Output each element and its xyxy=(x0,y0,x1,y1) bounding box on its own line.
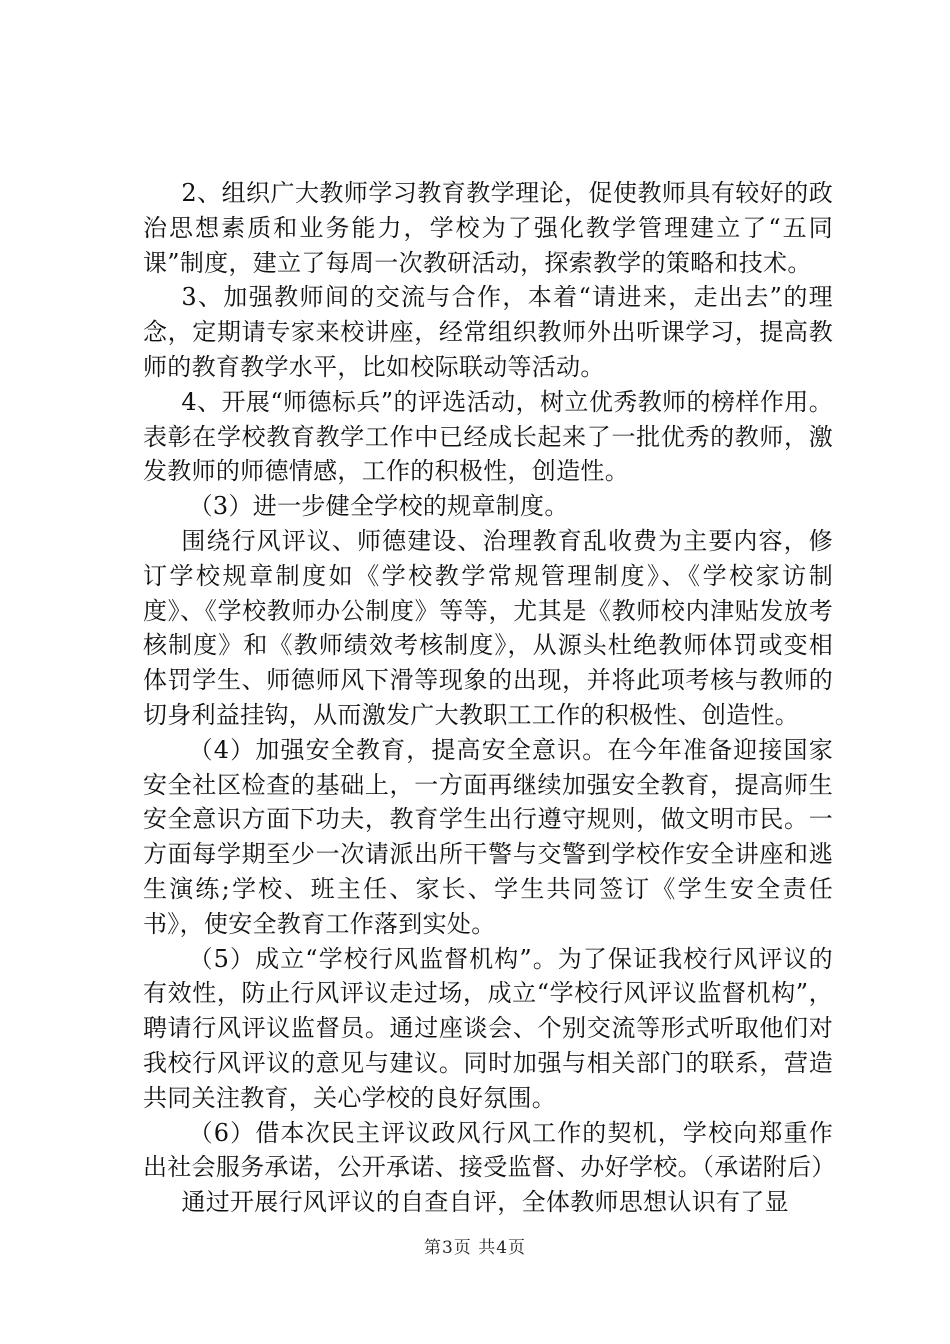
page-number-footer: 第3页 共4页 xyxy=(423,1238,527,1258)
paragraph-conclusion: 通过开展行风评议的自查自评，全体教师思想认识有了显 xyxy=(181,1188,789,1217)
paragraph-item-4: 4、开展“师德标兵”的评选活动，树立优秀教师的榜样作用。表彰在学校教育教学工作中已经成长起来了一批优秀的教师，激发教师的师德情感，工作的积极性，创造性。 xyxy=(143,387,833,486)
paragraph-item-2: 2、组织广大教师学习教育教学理论，促使教师具有较好的政治思想素质和业务能力，学校为了强化教学管理建立了“五同课”制度，建立了每周一次教研活动，探索教学的策略和技术。 xyxy=(143,179,833,277)
section-heading-3: （3）进一步健全学校的规章制度。 xyxy=(188,492,569,521)
section-6-commitment: （6）借本次民主评议政风行风工作的契机，学校向郑重作出社会服务承诺，公开承诺、接受监督、办好学校。（承诺附后） xyxy=(143,1118,836,1182)
document-body xyxy=(143,176,836,1220)
section-5-supervision: （5）成立“学校行风监督机构”。为了保证我校行风评议的有效性，防止行风评议走过场，成立“学校行风评议监督机构”，聘请行风评议监督员。通过座谈会、个别交流等形式听取他们对我校行风评议的意见与建议。同时加强与相关部门的联系，营造共同关注教育，关心学校的良好氛围。 xyxy=(143,944,833,1112)
paragraph-regulations: 围绕行风评议、师德建设、治理教育乱收费为主要内容，修订学校规章制度如《学校教学常规管理制度》、《学校家访制度》、《学校教师办公制度》等等，尤其是《教师校内津贴发放考核制度》和《教师绩效考核制度》，从源头杜绝教师体罚或变相体罚学生、师德师风下滑等现象的出现，并将此项考核与教师的切身利益挂钩，从而激发广大教职工工作的积极性、创造性。 xyxy=(143,526,833,729)
paragraph-item-3: 3、加强教师间的交流与合作，本着“请进来，走出去”的理念，定期请专家来校讲座，经常组织教师外出听课学习，提高教师的教育教学水平，比如校际联动等活动。 xyxy=(143,283,833,381)
section-4-safety: （4）加强安全教育，提高安全意识。在今年准备迎接国家安全社区检查的基础上，一方面再继续加强安全教育，提高师生安全意识方面下功夫，教育学生出行遵守规则，做文明市民。一方面每学期至少一次请派出所干警与交警到学校作安全讲座和逃生演练;学校、班主任、家长、学生共同签订《学生安全责任书》，使安全教育工作落到实处。 xyxy=(143,735,833,938)
